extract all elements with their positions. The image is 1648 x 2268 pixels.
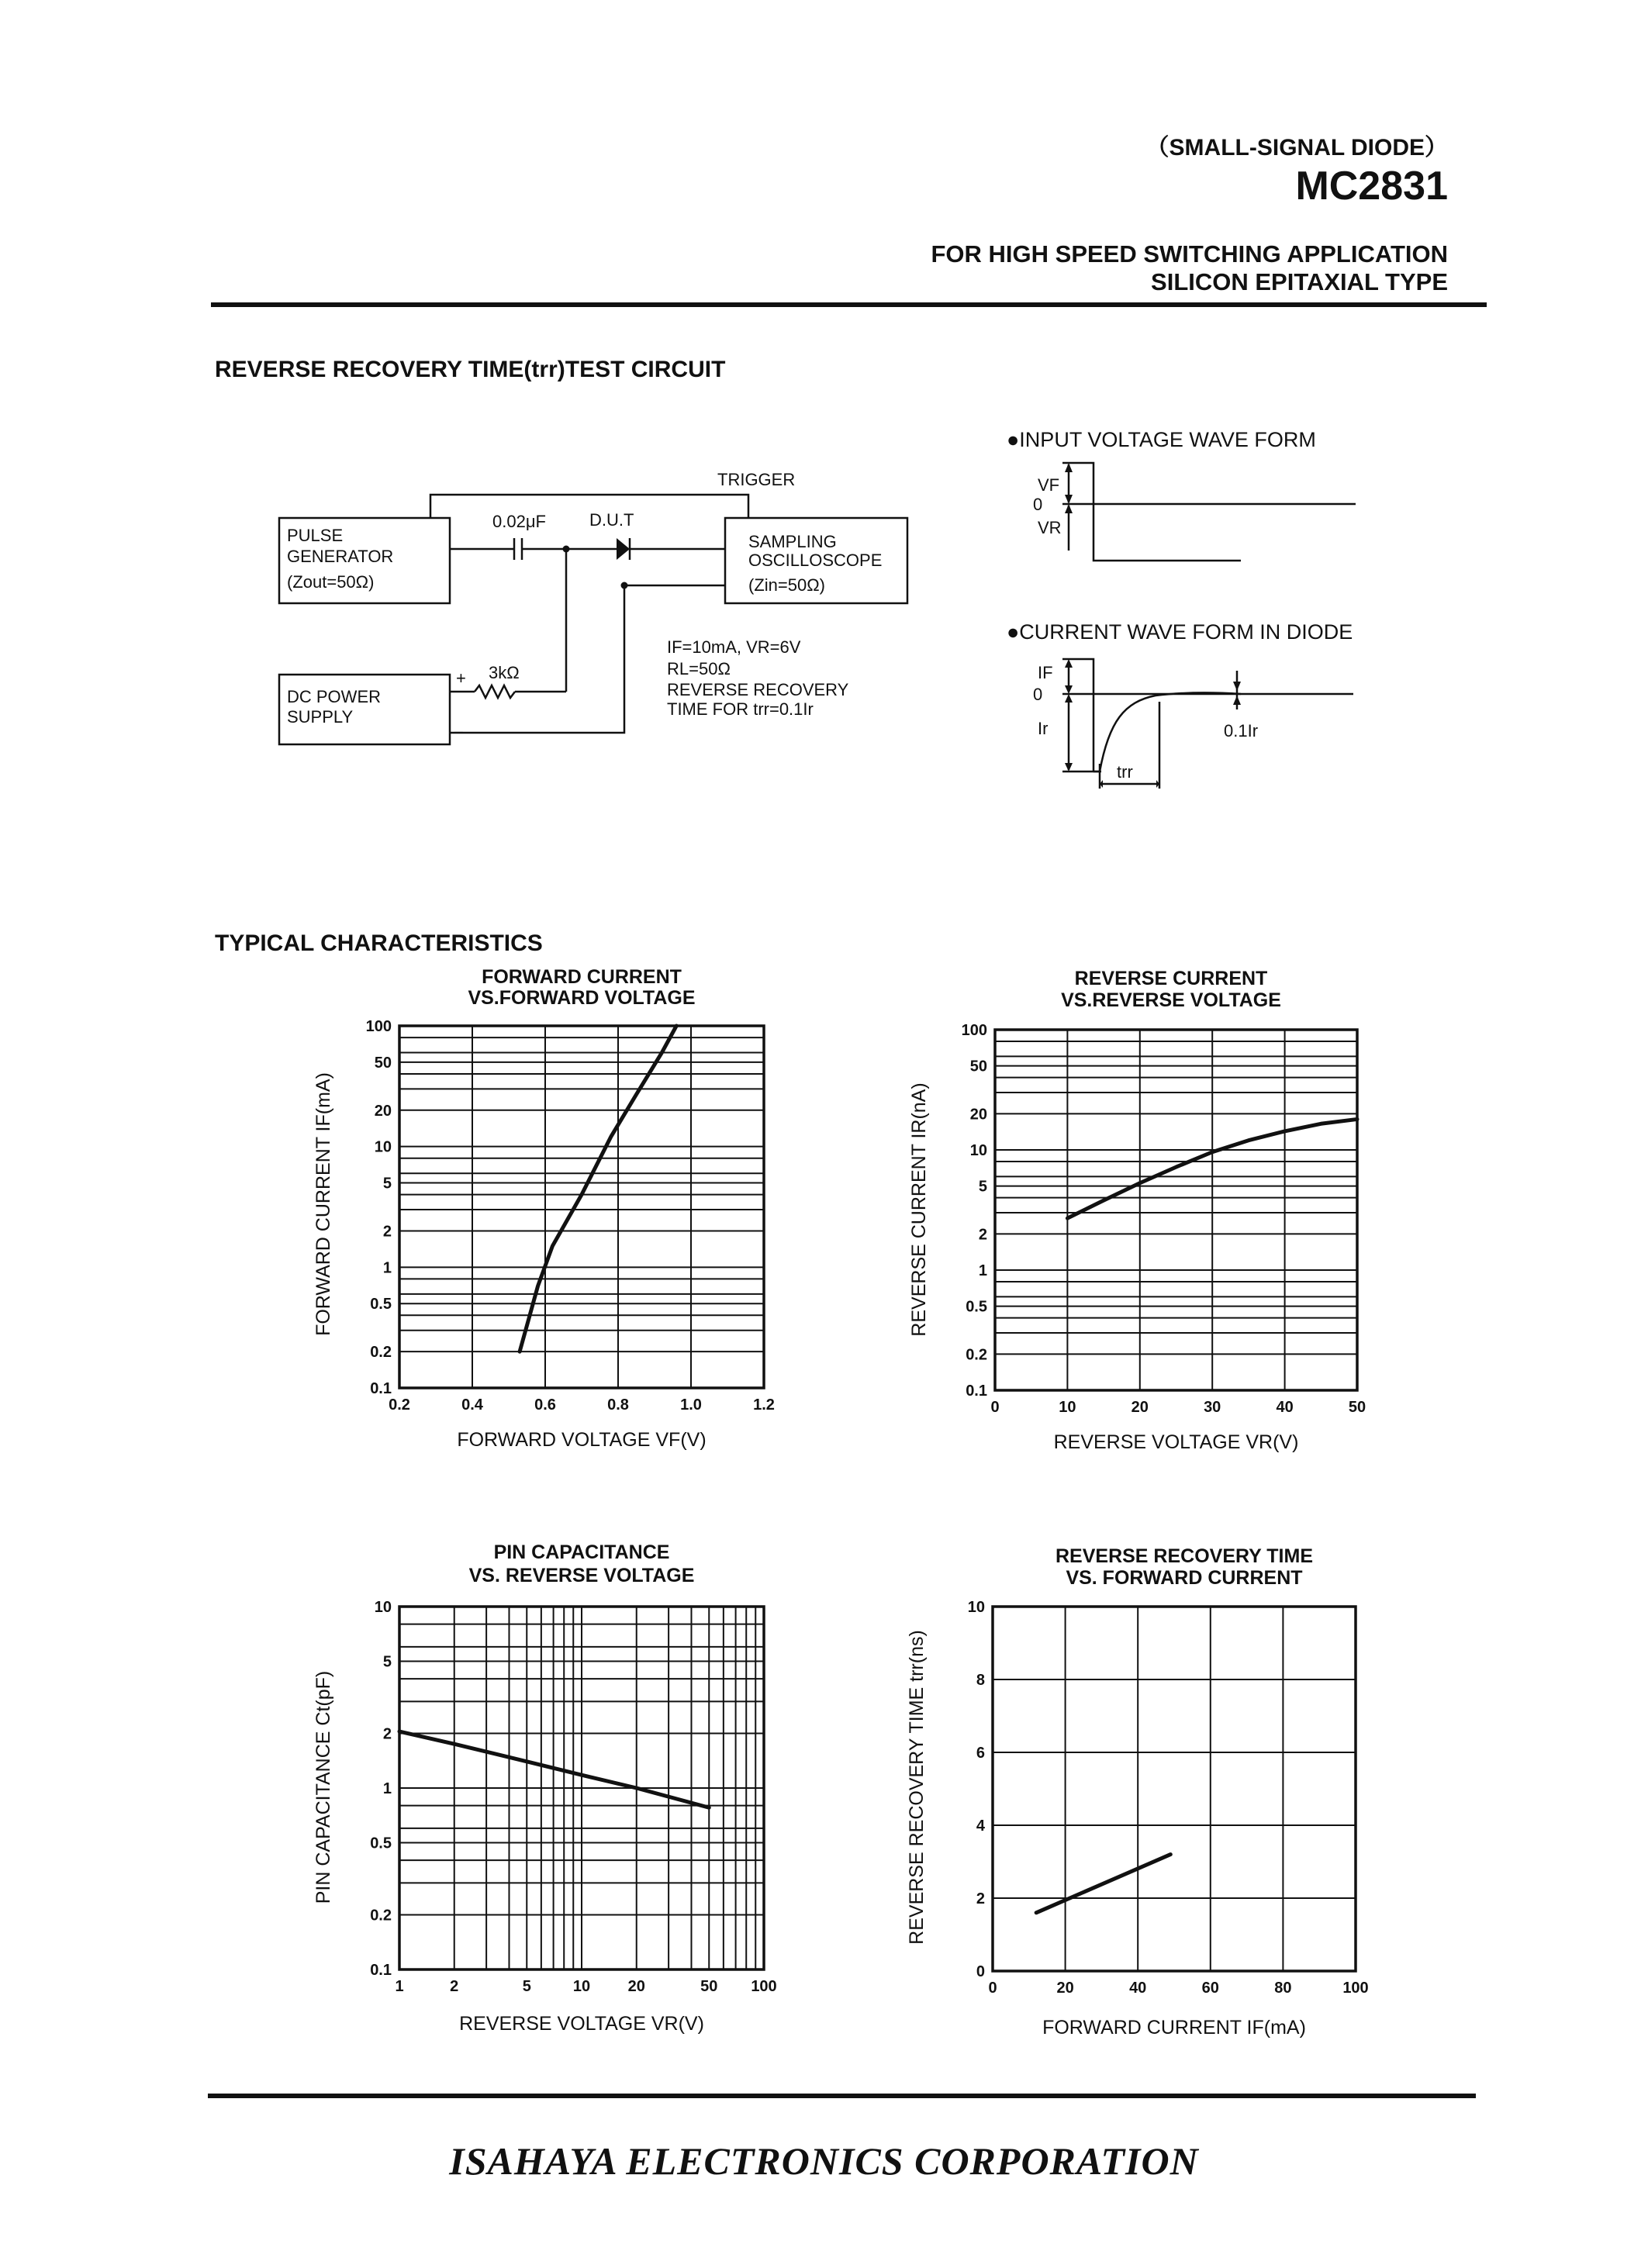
pulse-gen-line-1: PULSE (287, 526, 344, 545)
y-tick-label: 0.2 (370, 1344, 392, 1362)
y-tick-label: 5 (382, 1175, 392, 1193)
condition-line-3: REVERSE RECOVERY (667, 680, 849, 699)
category-label: （SMALL-SIGNAL DIODE） (1145, 135, 1448, 161)
x-tick-label: 0.2 (389, 1396, 410, 1414)
y-tick-label: 10 (969, 1142, 987, 1159)
y-tick-label: 20 (374, 1102, 392, 1120)
condition-line-1: IF=10mA, VR=6V (667, 637, 801, 657)
x-tick-label: 20 (1056, 1980, 1074, 1997)
y-tick-label: 20 (969, 1106, 987, 1124)
y-tick-label: 8 (976, 1672, 985, 1689)
y-tick-label: 10 (967, 1599, 985, 1616)
chart-title-line-1: PIN CAPACITANCE (493, 1541, 670, 1563)
pulse-gen-line-3: (Zout=50Ω) (287, 572, 375, 592)
y-tick-label: 0.1 (370, 1380, 392, 1397)
y-axis-label: FORWARD CURRENT IF(mA) (313, 1072, 334, 1336)
y-tick-label: 0.5 (966, 1298, 987, 1316)
pulse-gen-line-2: GENERATOR (287, 547, 394, 566)
x-tick-label: 30 (1204, 1399, 1221, 1416)
y-tick-label: 0.2 (370, 1907, 392, 1925)
vf-label: VF (1038, 475, 1060, 495)
y-tick-label: 1 (382, 1780, 392, 1797)
dc-supply-line-1: DC POWER (287, 687, 381, 706)
y-tick-label: 1 (382, 1259, 392, 1277)
condition-line-4: TIME FOR trr=0.1Ir (667, 699, 814, 719)
if-label: IF (1038, 663, 1053, 682)
x-tick-label: 0 (988, 1980, 997, 1997)
x-tick-label: 1 (395, 1978, 404, 1995)
x-tick-label: 20 (627, 1978, 645, 1995)
input-wave-title: ●INPUT VOLTAGE WAVE FORM (1007, 428, 1316, 451)
bottom-rule (208, 2094, 1476, 2098)
chart-title-line-2: VS. FORWARD CURRENT (1066, 1567, 1303, 1589)
y-axis-label: REVERSE RECOVERY TIME trr(ns) (906, 1630, 928, 1945)
chart-title-line-1: REVERSE RECOVERY TIME (1055, 1545, 1314, 1567)
x-axis-label: REVERSE VOLTAGE VR(V) (1053, 1431, 1299, 1453)
y-tick-label: 50 (969, 1058, 987, 1075)
type-label: SILICON EPITAXIAL TYPE (1151, 268, 1448, 295)
tenth-ir-label: 0.1Ir (1224, 721, 1259, 740)
resistor-label: 3kΩ (489, 663, 520, 682)
y-tick-label: 100 (961, 1022, 987, 1039)
x-tick-label: 10 (1059, 1399, 1076, 1416)
y-tick-label: 5 (382, 1653, 392, 1671)
x-tick-label: 0 (990, 1399, 1000, 1416)
y-axis-label: PIN CAPACITANCE Ct(pF) (313, 1670, 334, 1904)
y-tick-label: 2 (976, 1890, 985, 1907)
y-tick-label: 0.2 (966, 1346, 987, 1364)
x-axis-label: REVERSE VOLTAGE VR(V) (459, 2013, 704, 2035)
vr-label: VR (1038, 518, 1062, 537)
part-number: MC2831 (1295, 164, 1448, 209)
x-tick-label: 1.2 (753, 1396, 775, 1414)
trr-label: trr (1117, 762, 1133, 782)
footer-company: ISAHAYA ELECTRONICS CORPORATION (449, 2139, 1199, 2183)
typical-characteristics-title: TYPICAL CHARACTERISTICS (215, 930, 543, 956)
series-line-trr (1036, 1855, 1170, 1913)
capacitor-label: 0.02μF (492, 512, 546, 531)
y-tick-label: 4 (976, 1818, 985, 1835)
input-zero-label: 0 (1033, 495, 1043, 514)
x-tick-label: 50 (1348, 1399, 1366, 1416)
y-tick-label: 10 (374, 1599, 392, 1616)
y-tick-label: 0 (976, 1963, 985, 1980)
y-tick-label: 2 (382, 1223, 392, 1241)
plus-label: + (456, 668, 466, 688)
x-tick-label: 40 (1129, 1980, 1147, 1997)
x-tick-label: 100 (751, 1978, 777, 1995)
x-tick-label: 20 (1131, 1399, 1149, 1416)
x-tick-label: 0.6 (534, 1396, 556, 1414)
dc-supply-line-2: SUPPLY (287, 707, 354, 727)
trigger-label: TRIGGER (717, 470, 796, 489)
test-circuit-title: REVERSE RECOVERY TIME(trr)TEST CIRCUIT (215, 357, 726, 382)
current-zero-label: 0 (1033, 685, 1043, 704)
y-tick-label: 0.5 (370, 1835, 392, 1852)
x-tick-label: 10 (572, 1978, 591, 1995)
x-tick-label: 40 (1276, 1399, 1294, 1416)
minus-label: − (454, 723, 464, 742)
y-tick-label: 1 (978, 1262, 987, 1279)
x-tick-label: 1.0 (680, 1396, 702, 1414)
x-tick-label: 0.4 (461, 1396, 483, 1414)
y-tick-label: 0.5 (370, 1296, 392, 1314)
x-tick-label: 0.8 (607, 1396, 629, 1414)
chart-title-line-1: REVERSE CURRENT (1074, 968, 1268, 989)
y-tick-label: 10 (374, 1138, 392, 1156)
scope-line-3: (Zin=50Ω) (748, 575, 825, 595)
y-tick-label: 2 (382, 1725, 392, 1743)
y-tick-label: 6 (976, 1745, 985, 1762)
y-tick-label: 50 (374, 1054, 392, 1072)
scope-line-2: OSCILLOSCOPE (748, 551, 883, 570)
x-tick-label: 2 (450, 1978, 459, 1995)
y-tick-label: 0.1 (370, 1962, 392, 1979)
plot-frame (993, 1607, 1356, 1971)
x-axis-label: FORWARD VOLTAGE VF(V) (457, 1429, 707, 1451)
x-tick-label: 50 (700, 1978, 718, 1995)
chart-title-line-2: VS.REVERSE VOLTAGE (1061, 989, 1281, 1011)
y-tick-label: 2 (978, 1226, 987, 1244)
x-tick-label: 80 (1274, 1980, 1292, 1997)
x-axis-label: FORWARD CURRENT IF(mA) (1042, 2017, 1306, 2038)
application-label: FOR HIGH SPEED SWITCHING APPLICATION (931, 240, 1448, 268)
chart-title-line-1: FORWARD CURRENT (482, 966, 682, 988)
chart-title-line-2: VS. REVERSE VOLTAGE (468, 1565, 695, 1586)
chart-title-line-2: VS.FORWARD VOLTAGE (468, 987, 696, 1009)
y-axis-label: REVERSE CURRENT IR(nA) (908, 1082, 930, 1337)
x-tick-label: 60 (1201, 1980, 1219, 1997)
ir-label: Ir (1038, 719, 1049, 738)
y-tick-label: 0.1 (966, 1383, 987, 1400)
y-tick-label: 5 (978, 1178, 987, 1196)
y-tick-label: 100 (365, 1018, 392, 1035)
current-wave-title: ●CURRENT WAVE FORM IN DIODE (1007, 620, 1353, 644)
x-tick-label: 100 (1342, 1980, 1369, 1997)
dut-label: D.U.T (589, 510, 634, 530)
condition-line-2: RL=50Ω (667, 659, 731, 678)
x-tick-label: 5 (522, 1978, 531, 1995)
scope-line-1: SAMPLING (748, 532, 837, 551)
